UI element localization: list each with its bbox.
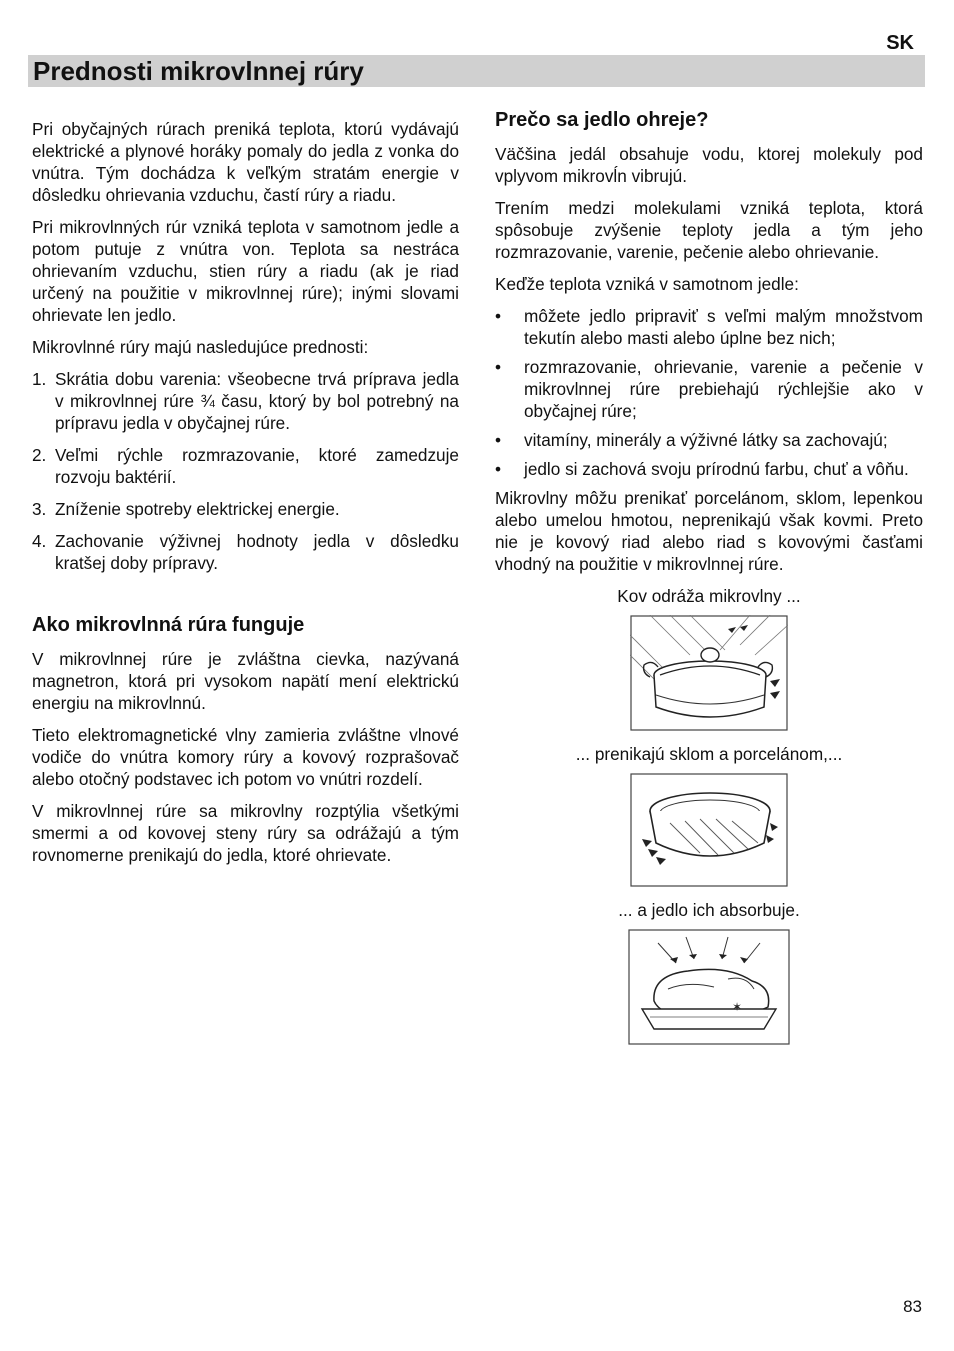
language-code: SK — [886, 32, 914, 54]
list-number: 2. — [32, 445, 47, 465]
bullet-item — [495, 305, 923, 349]
intro-paragraph: Pri obyčajných rúrach preniká teplota, ktorú vydávajú elektrické a plynové horáky pomaly do jedla z vonka do vnútra. Tým dochádza k veľkým stratám energie v dôsledku ohrievania vzduchu, častí rúry a riadu. — [32, 119, 459, 205]
bullet-item — [495, 356, 923, 422]
figure-caption-glass: ... prenikajú sklom a porcelánom,... — [575, 744, 843, 764]
list-number: 1. — [32, 369, 47, 389]
list-number: 3. — [32, 499, 47, 519]
bullet-item — [495, 429, 923, 451]
list-item-text: Zachovanie výživnej hodnoty jedla v dôsledku kratšej doby prípravy. — [55, 531, 459, 573]
bullet-icon: • — [495, 459, 502, 479]
page-title: Prednosti mikrovlnnej rúry — [33, 56, 364, 86]
bullet-text: môžete jedlo pripraviť s veľmi malým množstvom tekutín alebo masti alebo úplne bez nich; — [524, 306, 923, 348]
bullets-lead: Keďže teplota vzniká v samotnom jedle: — [495, 274, 799, 294]
paragraph: Väčšina jedál obsahuje vodu, ktorej molekuly pod vplyvom mikrovĺn vibrujú. — [495, 144, 923, 186]
paragraph: Mikrovlny môžu prenikať porcelánom, sklom, lepenkou alebo umelou hmotou, neprenikajú však kovmi. Preto nie je kovový riad alebo riad s kovovými časťami vhodný na použitie v mikrovlnnej rúre. — [495, 488, 923, 574]
glass-bowl-illustration — [630, 773, 788, 887]
figure-caption-food: ... a jedlo ich absorbuje. — [618, 900, 800, 920]
list-item-text: Skrátia dobu varenia: všeobecne trvá príprava jedla v mikrovlnnej rúre ¾ času, ktorý by bol potrebný na prípravu jedla v obyčajnej rúre. — [55, 369, 459, 433]
right-column — [495, 107, 923, 1057]
metal-pot-illustration — [630, 615, 788, 731]
title-bar — [28, 55, 925, 87]
figure-caption-metal: Kov odráža mikrovlny ... — [617, 586, 801, 606]
left-column — [32, 118, 459, 876]
bullet-icon: • — [495, 357, 502, 377]
list-item — [32, 498, 459, 520]
food-absorption-illustration — [628, 929, 790, 1045]
list-number: 4. — [32, 531, 47, 551]
advantages-lead: Mikrovlnné rúry majú nasledujúce prednosti: — [32, 337, 369, 357]
bullet-item — [495, 458, 923, 480]
bullet-icon: • — [495, 306, 502, 326]
list-item-text: Zníženie spotreby elektrickej energie. — [55, 499, 340, 519]
paragraph: V mikrovlnnej rúre je zvláštna cievka, nazývaná magnetron, ktorá pri vysokom napätí mení elektrickú energiu na mikrovlnnú. — [32, 649, 459, 713]
section-heading: Prečo sa jedlo ohreje? — [495, 109, 709, 131]
bullet-icon: • — [495, 430, 502, 450]
bullet-text: jedlo si zachová svoju prírodnú farbu, chuť a vôňu. — [524, 459, 909, 479]
paragraph: Tieto elektromagnetické vlny zamieria zvláštne vlnové vodiče do vnútra komory rúry a kovový rozprašovač alebo otočný podstavec ich potom vo vnútri rozdelí. — [32, 725, 459, 789]
svg-text:✶: ✶ — [732, 1000, 743, 1014]
section-heading: Ako mikrovlnná rúra funguje — [32, 614, 305, 636]
list-item — [32, 444, 459, 488]
paragraph: V mikrovlnnej rúre sa mikrovlny rozptýlia všetkými smermi a od kovovej steny rúry sa odrážajú a tým rovnomerne prenikajú do jedla, ktoré ohrievate. — [32, 801, 459, 865]
paragraph: Pri mikrovlnných rúr vzniká teplota v samotnom jedle a potom putuje z vnútra von. Teplota sa nestráca ohrievaním vzduchu, stien rúry a riadu (ak je riad určený na použitie v mikrovlnnej rúre); inými slovami ohrievate len jedlo. — [32, 217, 459, 325]
paragraph: Trením medzi molekulami vzniká teplota, ktorá spôsobuje zvýšenie teploty jedla a tým jeho rozmrazovanie, varenie, pečenie alebo ohrievanie. — [495, 198, 923, 262]
list-item — [32, 368, 459, 434]
page-number: 83 — [903, 1297, 922, 1316]
bullet-text: vitamíny, minerály a výživné látky sa zachovajú; — [524, 430, 888, 450]
bullet-text: rozmrazovanie, ohrievanie, varenie a pečenie v mikrovlnnej rúre prebiehajú rýchlejšie ako v obyčajnej rúre; — [524, 357, 923, 421]
bullet-list — [495, 305, 923, 480]
advantages-list — [32, 368, 459, 574]
list-item-text: Veľmi rýchle rozmrazovanie, ktoré zamedzuje rozvoju baktérií. — [55, 445, 459, 487]
list-item — [32, 530, 459, 574]
